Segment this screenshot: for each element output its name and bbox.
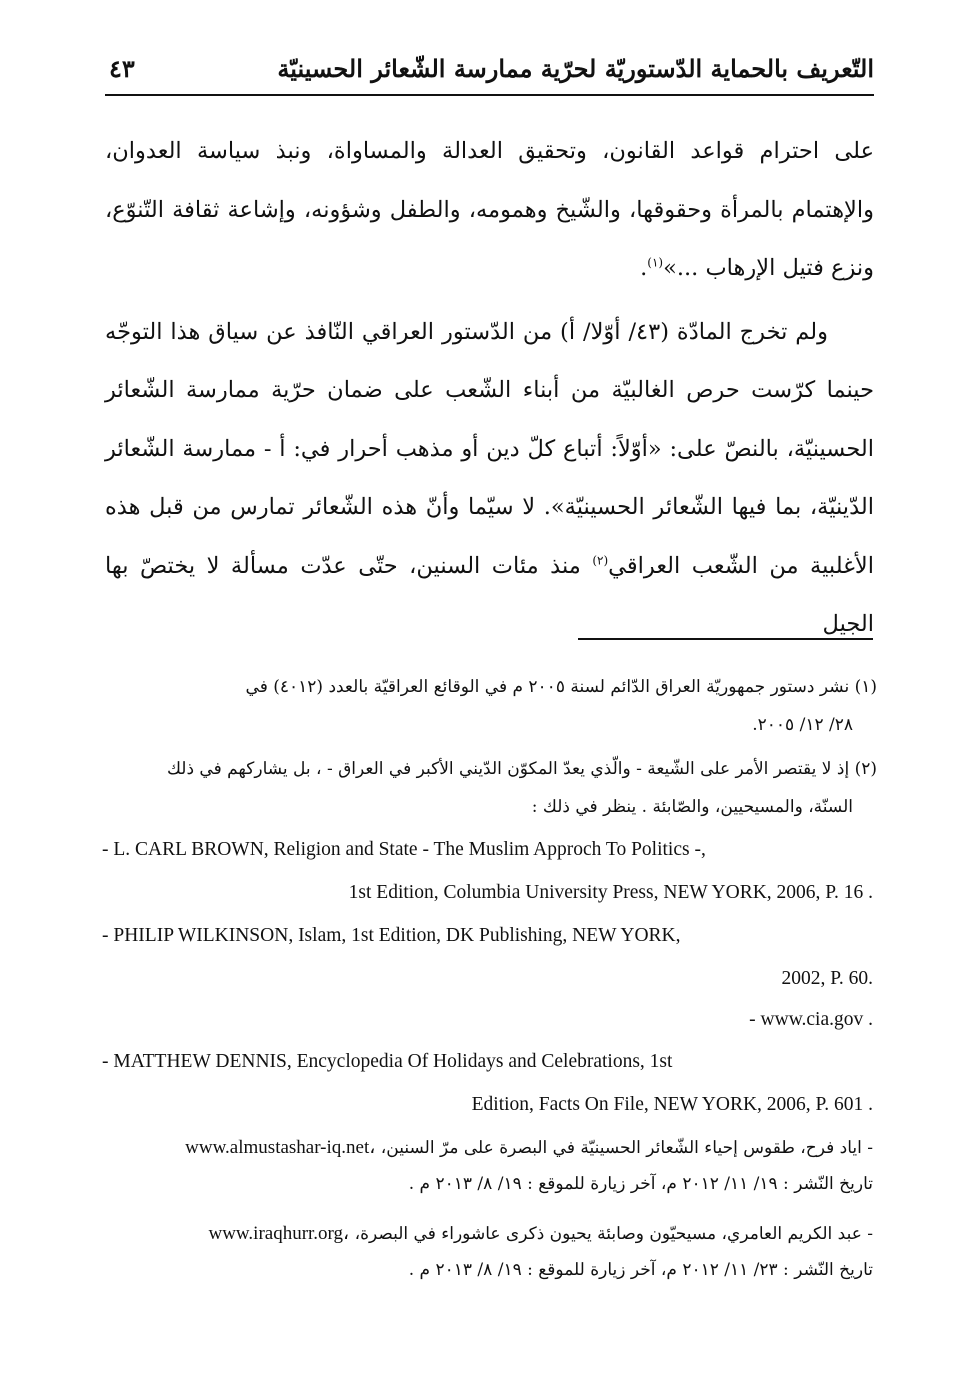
p1-line-1: على احترام قواعد القانون، وتحقيق العدالة والمساواة، ونبذ سياسة العدوان، والإهتمام	[105, 138, 875, 223]
paragraph-2	[105, 303, 874, 654]
reference-wilkinson-line-2: 2002, P. 60.	[781, 968, 873, 989]
p1-line-2: بالمرأة وحقوقها، والشّيخ وهمومه، والطفل وشؤونه، وإشاعة ثقافة التّنوّع، ونزع فتيل	[105, 196, 874, 281]
reference-dennis-line-2: Edition, Facts On File, NEW YORK, 2006, P. 601 .	[471, 1094, 873, 1115]
reference-cia	[102, 998, 873, 1041]
reference-farah-line-2: تاريخ النّشر : ١٩/ ١١/ ٢٠١٢ م، آخر زيارة للموقع : ١٩/ ٨/ ٢٠١٣ م .	[408, 1174, 873, 1194]
footnote-1-line-2: ٢٨/ ١٢/ ٢٠٠٥.	[752, 715, 853, 735]
reference-brown-line-1: - L. CARL BROWN, Religion and State - The Muslim Approch To Politics -,	[102, 839, 706, 860]
running-title: التّعريف بالحماية الدّستوريّة لحرّية ممارسة الشّعائر الحسينيّة	[277, 54, 874, 83]
paragraph-1	[105, 122, 874, 298]
footnote-2	[100, 750, 877, 826]
reference-amiri	[100, 1216, 873, 1288]
reference-farah-text: - اياد فرح، طقوس إحياء الشّعائر الحسينيّة في البصرة على مرّ السنين،	[375, 1138, 873, 1158]
footnote-divider	[578, 638, 873, 640]
reference-farah-line-1	[100, 1130, 873, 1166]
footnote-2-line-1: (٢) إذ لا يقتصر الأمر على الشّيعة - والّذي يعدّ المكوّن الدّيني الأكبر في العراق - ، بل يشاركهم في ذلك	[166, 759, 877, 779]
reference-dennis-line-1: - MATTHEW DENNIS, Encyclopedia Of Holidays and Celebrations, 1st	[102, 1051, 673, 1072]
footnote-ref-2: (٢)	[592, 553, 609, 567]
reference-wilkinson	[102, 914, 873, 1000]
reference-amiri-text: - عبد الكريم العامري، مسيحيّون وصابئة يحيون ذكرى عاشوراء في البصرة،	[349, 1224, 873, 1244]
page-number: ٤٣	[109, 54, 135, 83]
reference-brown	[102, 828, 873, 914]
footnote-1-line-1: (١) نشر دستور جمهوريّة العراق الدّائم لسنة ٢٠٠٥ م في الوقائع العراقيّة بالعدد (٤٠١٢) في	[245, 677, 877, 697]
reference-dennis	[102, 1040, 873, 1126]
main-text	[105, 122, 874, 654]
p1-line-3: الإرهاب ...»	[663, 255, 776, 281]
reference-farah-url: www.almustashar-iq.net،	[185, 1137, 376, 1158]
reference-brown-line-2: 1st Edition, Columbia University Press, NEW YORK, 2006, P. 16 .	[348, 882, 873, 903]
reference-farah	[100, 1130, 873, 1202]
reference-amiri-line-2: تاريخ النّشر : ٢٣/ ١١/ ٢٠١٢ م، آخر زيارة للموقع : ١٩/ ٨/ ٢٠١٣ م .	[408, 1260, 873, 1280]
reference-amiri-line-1	[100, 1216, 873, 1252]
reference-wilkinson-line-1: - PHILIP WILKINSON, Islam, 1st Edition, DK Publishing, NEW YORK,	[102, 925, 681, 946]
reference-amiri-url: www.iraqhurr.org،	[208, 1223, 350, 1244]
p2-text: ولم تخرج المادّة (٤٣/ أوّلا/ أ) من الدّستور العراقي النّافذ عن سياق هذا التوجّه حينما كرّست حرص الغالبيّة من أبناء الشّعب على ضمان حرّية ممارسة الشّعائر الحسينيّة، بالنصّ على: «أوّلاً: أتباع كلّ دين أو مذهب أحرار في: أ - ممارسة الشّعائر الدّينيّة، بما فيها الشّعائر الحسينيّة». لا سيّما وأنّ هذه الشّعائر تمارس من قبل هذه الأغلبية من الشّعب العراقي	[105, 318, 874, 579]
footnote-2-line-2: السنّة، والمسيحيين، والصّابئة . ينظر في ذلك :	[531, 797, 853, 817]
page-header	[105, 48, 874, 96]
footnote-1	[100, 668, 877, 744]
p1-end: .	[640, 255, 648, 281]
reference-cia-line: - www.cia.gov .	[749, 1009, 873, 1030]
footnote-ref-1: (١)	[647, 255, 664, 270]
p2-end: منذ مئات السنين، حتّى عدّت مسألة لا يختصّ بها الجيل	[105, 552, 874, 637]
